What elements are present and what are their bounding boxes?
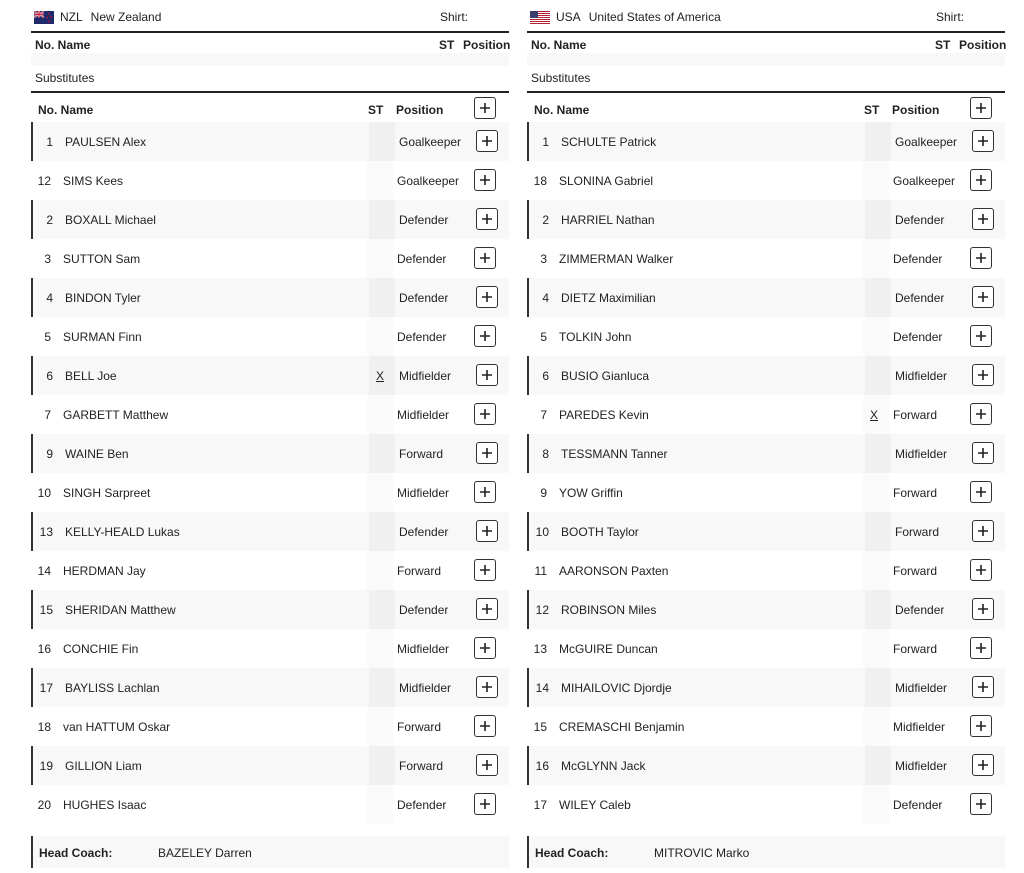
player-name: SHERIDAN Matthew [65, 603, 176, 617]
player-number: 11 [534, 564, 547, 578]
plus-icon [479, 720, 491, 732]
player-row [31, 434, 509, 473]
col-st: ST [439, 38, 455, 52]
player-name: BOXALL Michael [65, 213, 156, 227]
player-position: Defender [397, 798, 447, 812]
us-flag-icon [530, 11, 550, 24]
shirt-label: Shirt: [936, 10, 965, 24]
add-player-button[interactable] [970, 481, 992, 503]
add-player-button[interactable] [474, 793, 496, 815]
player-row [527, 512, 1005, 551]
plus-icon [479, 174, 491, 186]
player-row [31, 239, 509, 278]
st-cell [367, 161, 393, 200]
team-code: NZL [60, 10, 83, 24]
player-position: Midfielder [397, 486, 450, 500]
plus-icon [481, 603, 493, 615]
player-row [527, 473, 1005, 512]
player-position: Defender [397, 252, 447, 266]
st-cell [367, 473, 393, 512]
player-row [31, 473, 509, 512]
st-cell [369, 434, 395, 473]
st-cell [367, 629, 393, 668]
add-player-button[interactable] [476, 520, 498, 542]
player-number: 12 [535, 603, 549, 617]
st-cell [367, 239, 393, 278]
player-number: 12 [37, 174, 51, 188]
player-number: 9 [540, 486, 547, 500]
player-row [31, 668, 509, 707]
add-player-button[interactable] [476, 754, 498, 776]
add-all-button[interactable] [474, 97, 496, 119]
plus-icon [975, 102, 987, 114]
player-row [31, 551, 509, 590]
head-coach-row [31, 836, 509, 868]
add-player-button[interactable] [476, 676, 498, 698]
plus-icon [481, 291, 493, 303]
plus-icon [479, 486, 491, 498]
player-row [31, 629, 509, 668]
plus-icon [481, 759, 493, 771]
st-cell [367, 395, 393, 434]
add-player-button[interactable] [474, 169, 496, 191]
add-player-button[interactable] [970, 325, 992, 347]
player-name: SURMAN Finn [63, 330, 142, 344]
player-position: Midfielder [399, 369, 452, 383]
player-name: SCHULTE Patrick [561, 135, 657, 149]
player-position: Forward [399, 447, 444, 461]
lineup-empty [31, 53, 509, 66]
player-name: SIMS Kees [63, 174, 124, 188]
player-number: 13 [39, 525, 53, 539]
plus-icon [977, 681, 989, 693]
lineup-header [31, 31, 509, 55]
plus-icon [977, 447, 989, 459]
player-number: 6 [46, 369, 53, 383]
player-number: 14 [535, 681, 549, 695]
st-cell [863, 551, 889, 590]
st-cell [865, 590, 891, 629]
player-starter-mark: X [376, 369, 385, 383]
plus-icon [975, 252, 987, 264]
plus-icon [479, 798, 491, 810]
player-name: McGLYNN Jack [561, 759, 646, 773]
player-position: Forward [397, 564, 442, 578]
player-number: 5 [44, 330, 51, 344]
st-cell [369, 668, 395, 707]
player-number: 19 [39, 759, 53, 773]
player-row [31, 278, 509, 317]
plus-icon [975, 564, 987, 576]
player-name: BELL Joe [65, 369, 117, 383]
player-position: Midfielder [895, 759, 948, 773]
player-row [31, 200, 509, 239]
plus-icon [975, 720, 987, 732]
player-name: SINGH Sarpreet [63, 486, 151, 500]
st-cell [865, 668, 891, 707]
team-header [31, 5, 509, 29]
player-name: BOOTH Taylor [561, 525, 639, 539]
player-name: TOLKIN John [559, 330, 632, 344]
player-position: Defender [893, 330, 943, 344]
add-player-button[interactable] [972, 364, 994, 386]
player-row [31, 317, 509, 356]
player-row [31, 746, 509, 785]
player-name: PAULSEN Alex [65, 135, 147, 149]
substitutes-header [31, 91, 509, 123]
add-player-button[interactable] [474, 559, 496, 581]
player-starter-mark: X [870, 408, 879, 422]
team-panel-usa [527, 0, 1005, 873]
plus-icon [977, 213, 989, 225]
st-cell [369, 200, 395, 239]
st-cell [863, 629, 889, 668]
head-coach-name: MITROVIC Marko [654, 846, 750, 860]
player-number: 1 [46, 135, 53, 149]
lineup-header [527, 31, 1005, 55]
player-number: 14 [37, 564, 51, 578]
head-coach-row [527, 836, 1005, 868]
add-player-button[interactable] [474, 481, 496, 503]
player-number: 18 [37, 720, 51, 734]
player-name: WAINE Ben [65, 447, 129, 461]
player-position: Midfielder [397, 642, 450, 656]
add-player-button[interactable] [970, 715, 992, 737]
plus-icon [481, 447, 493, 459]
player-number: 3 [540, 252, 547, 266]
player-position: Defender [895, 603, 945, 617]
player-name: HUGHES Isaac [63, 798, 147, 812]
player-position: Forward [895, 525, 940, 539]
player-row [527, 590, 1005, 629]
col-st: ST [935, 38, 951, 52]
player-position: Midfielder [893, 720, 946, 734]
plus-icon [977, 291, 989, 303]
player-row [527, 200, 1005, 239]
player-name: TESSMANN Tanner [561, 447, 668, 461]
player-position: Forward [893, 642, 938, 656]
st-cell [367, 317, 393, 356]
player-position: Defender [397, 330, 447, 344]
add-player-button[interactable] [970, 637, 992, 659]
player-position: Goalkeeper [893, 174, 956, 188]
player-row [527, 395, 1005, 434]
st-cell [367, 551, 393, 590]
plus-icon [977, 759, 989, 771]
player-number: 8 [542, 447, 549, 461]
player-row [527, 317, 1005, 356]
player-row [527, 122, 1005, 161]
col-no-name: No. Name [531, 38, 587, 52]
col-no-name: No. Name [35, 38, 91, 52]
plus-icon [479, 330, 491, 342]
col-no-name: No. Name [38, 103, 94, 117]
st-cell [865, 746, 891, 785]
player-name: BINDON Tyler [65, 291, 141, 305]
player-position: Defender [895, 213, 945, 227]
player-position: Defender [399, 525, 449, 539]
player-row [527, 278, 1005, 317]
player-name: PAREDES Kevin [559, 408, 649, 422]
player-row [527, 785, 1005, 824]
team-panel-nzl [31, 0, 509, 873]
st-cell [865, 512, 891, 551]
substitutes-title: Substitutes [35, 71, 95, 85]
add-player-button[interactable] [972, 208, 994, 230]
st-cell [865, 200, 891, 239]
add-player-button[interactable] [476, 286, 498, 308]
st-cell [863, 707, 889, 746]
col-position: Position [892, 103, 940, 117]
add-player-button[interactable] [476, 208, 498, 230]
player-number: 6 [542, 369, 549, 383]
add-player-button[interactable] [970, 559, 992, 581]
player-number: 16 [535, 759, 549, 773]
player-name: MIHAILOVIC Djordje [561, 681, 672, 695]
player-row [527, 356, 1005, 395]
st-cell [863, 317, 889, 356]
player-number: 13 [533, 642, 547, 656]
player-row [31, 512, 509, 551]
st-cell [865, 122, 891, 161]
st-cell [369, 278, 395, 317]
nz-flag-icon [34, 11, 54, 24]
plus-icon [481, 135, 493, 147]
st-cell [369, 512, 395, 551]
player-row [527, 629, 1005, 668]
add-player-button[interactable] [476, 442, 498, 464]
player-number: 4 [46, 291, 53, 305]
st-cell [369, 590, 395, 629]
st-cell [369, 122, 395, 161]
add-player-button[interactable] [474, 715, 496, 737]
player-name: YOW Griffin [559, 486, 623, 500]
player-row [31, 785, 509, 824]
player-row [31, 590, 509, 629]
player-position: Defender [895, 291, 945, 305]
plus-icon [977, 525, 989, 537]
player-number: 7 [540, 408, 547, 422]
add-player-button[interactable] [972, 676, 994, 698]
col-no-name: No. Name [534, 103, 590, 117]
st-cell [863, 473, 889, 512]
player-number: 9 [46, 447, 53, 461]
plus-icon [975, 798, 987, 810]
plus-icon [481, 681, 493, 693]
plus-icon [977, 135, 989, 147]
player-position: Forward [893, 486, 938, 500]
substitutes-list [31, 122, 509, 824]
plus-icon [975, 408, 987, 420]
player-position: Midfielder [895, 369, 948, 383]
player-row [31, 122, 509, 161]
player-position: Forward [893, 408, 938, 422]
player-name: DIETZ Maximilian [561, 291, 656, 305]
player-row [527, 161, 1005, 200]
add-all-button[interactable] [970, 97, 992, 119]
col-position: Position [959, 38, 1007, 52]
player-name: HERDMAN Jay [63, 564, 146, 578]
player-number: 3 [44, 252, 51, 266]
player-name: ZIMMERMAN Walker [559, 252, 674, 266]
player-number: 10 [535, 525, 549, 539]
player-position: Forward [399, 759, 444, 773]
player-row [527, 551, 1005, 590]
head-coach-label: Head Coach: [39, 846, 113, 860]
player-number: 2 [542, 213, 549, 227]
player-position: Midfielder [399, 681, 452, 695]
head-coach-label: Head Coach: [535, 846, 609, 860]
head-coach-name: BAZELEY Darren [158, 846, 252, 860]
add-player-button[interactable] [476, 364, 498, 386]
team-header [527, 5, 1005, 29]
st-cell [369, 746, 395, 785]
add-player-button[interactable] [476, 130, 498, 152]
plus-icon [975, 330, 987, 342]
plus-icon [481, 525, 493, 537]
plus-icon [479, 408, 491, 420]
player-number: 4 [542, 291, 549, 305]
team-name: United States of America [588, 10, 721, 24]
player-name: ROBINSON Miles [561, 603, 657, 617]
player-name: CREMASCHI Benjamin [559, 720, 685, 734]
plus-icon [479, 564, 491, 576]
plus-icon [975, 486, 987, 498]
add-player-button[interactable] [476, 598, 498, 620]
col-position: Position [396, 103, 444, 117]
player-name: CONCHIE Fin [63, 642, 139, 656]
plus-icon [479, 642, 491, 654]
add-player-button[interactable] [474, 325, 496, 347]
substitutes-header [527, 91, 1005, 123]
player-number: 20 [37, 798, 51, 812]
player-position: Goalkeeper [397, 174, 460, 188]
add-player-button[interactable] [972, 286, 994, 308]
player-position: Defender [893, 252, 943, 266]
st-cell [863, 239, 889, 278]
team-code: USA [556, 10, 581, 24]
player-row [527, 707, 1005, 746]
player-name: BAYLISS Lachlan [65, 681, 160, 695]
player-name: SLONINA Gabriel [559, 174, 654, 188]
player-number: 17 [533, 798, 547, 812]
player-name: GILLION Liam [65, 759, 142, 773]
player-number: 5 [540, 330, 547, 344]
team-name: New Zealand [90, 10, 162, 24]
st-cell [865, 434, 891, 473]
player-row [31, 395, 509, 434]
player-position: Forward [893, 564, 938, 578]
shirt-label: Shirt: [440, 10, 469, 24]
player-row [527, 434, 1005, 473]
player-name: McGUIRE Duncan [559, 642, 658, 656]
lineup-empty [527, 53, 1005, 66]
add-player-button[interactable] [474, 247, 496, 269]
player-name: KELLY-HEALD Lukas [65, 525, 180, 539]
st-cell [367, 785, 393, 824]
player-position: Goalkeeper [895, 135, 958, 149]
plus-icon [479, 102, 491, 114]
add-player-button[interactable] [970, 793, 992, 815]
add-player-button[interactable] [474, 403, 496, 425]
player-name: SUTTON Sam [63, 252, 141, 266]
add-player-button[interactable] [970, 247, 992, 269]
st-cell [865, 278, 891, 317]
player-number: 18 [533, 174, 547, 188]
player-name: WILEY Caleb [559, 798, 631, 812]
substitutes-title: Substitutes [531, 71, 591, 85]
player-number: 7 [44, 408, 51, 422]
add-player-button[interactable] [972, 754, 994, 776]
add-player-button[interactable] [474, 637, 496, 659]
add-player-button[interactable] [972, 442, 994, 464]
player-number: 15 [39, 603, 53, 617]
player-name: AARONSON Paxten [559, 564, 669, 578]
player-name: HARRIEL Nathan [561, 213, 655, 227]
player-row [527, 668, 1005, 707]
add-player-button[interactable] [970, 169, 992, 191]
player-row [31, 707, 509, 746]
player-position: Midfielder [895, 447, 948, 461]
add-player-button[interactable] [970, 403, 992, 425]
player-name: GARBETT Matthew [63, 408, 169, 422]
player-position: Forward [397, 720, 442, 734]
plus-icon [977, 369, 989, 381]
col-st: ST [368, 103, 384, 117]
st-cell [865, 356, 891, 395]
col-position: Position [463, 38, 511, 52]
plus-icon [479, 252, 491, 264]
player-number: 2 [46, 213, 53, 227]
add-player-button[interactable] [972, 520, 994, 542]
player-number: 10 [37, 486, 51, 500]
player-number: 15 [533, 720, 547, 734]
st-cell [863, 785, 889, 824]
plus-icon [975, 642, 987, 654]
player-position: Defender [399, 213, 449, 227]
player-name: BUSIO Gianluca [561, 369, 650, 383]
plus-icon [481, 369, 493, 381]
player-position: Midfielder [895, 681, 948, 695]
player-position: Defender [399, 603, 449, 617]
add-player-button[interactable] [972, 130, 994, 152]
plus-icon [481, 213, 493, 225]
col-st: ST [864, 103, 880, 117]
st-cell [367, 707, 393, 746]
player-row [31, 356, 509, 395]
player-row [527, 239, 1005, 278]
player-position: Defender [893, 798, 943, 812]
player-position: Midfielder [397, 408, 450, 422]
plus-icon [975, 174, 987, 186]
plus-icon [977, 603, 989, 615]
substitutes-list [527, 122, 1005, 824]
st-cell [863, 161, 889, 200]
player-row [527, 746, 1005, 785]
player-name: van HATTUM Oskar [63, 720, 171, 734]
player-number: 17 [39, 681, 53, 695]
player-number: 16 [37, 642, 51, 656]
player-position: Defender [399, 291, 449, 305]
player-position: Goalkeeper [399, 135, 462, 149]
player-number: 1 [542, 135, 549, 149]
player-row [31, 161, 509, 200]
add-player-button[interactable] [972, 598, 994, 620]
